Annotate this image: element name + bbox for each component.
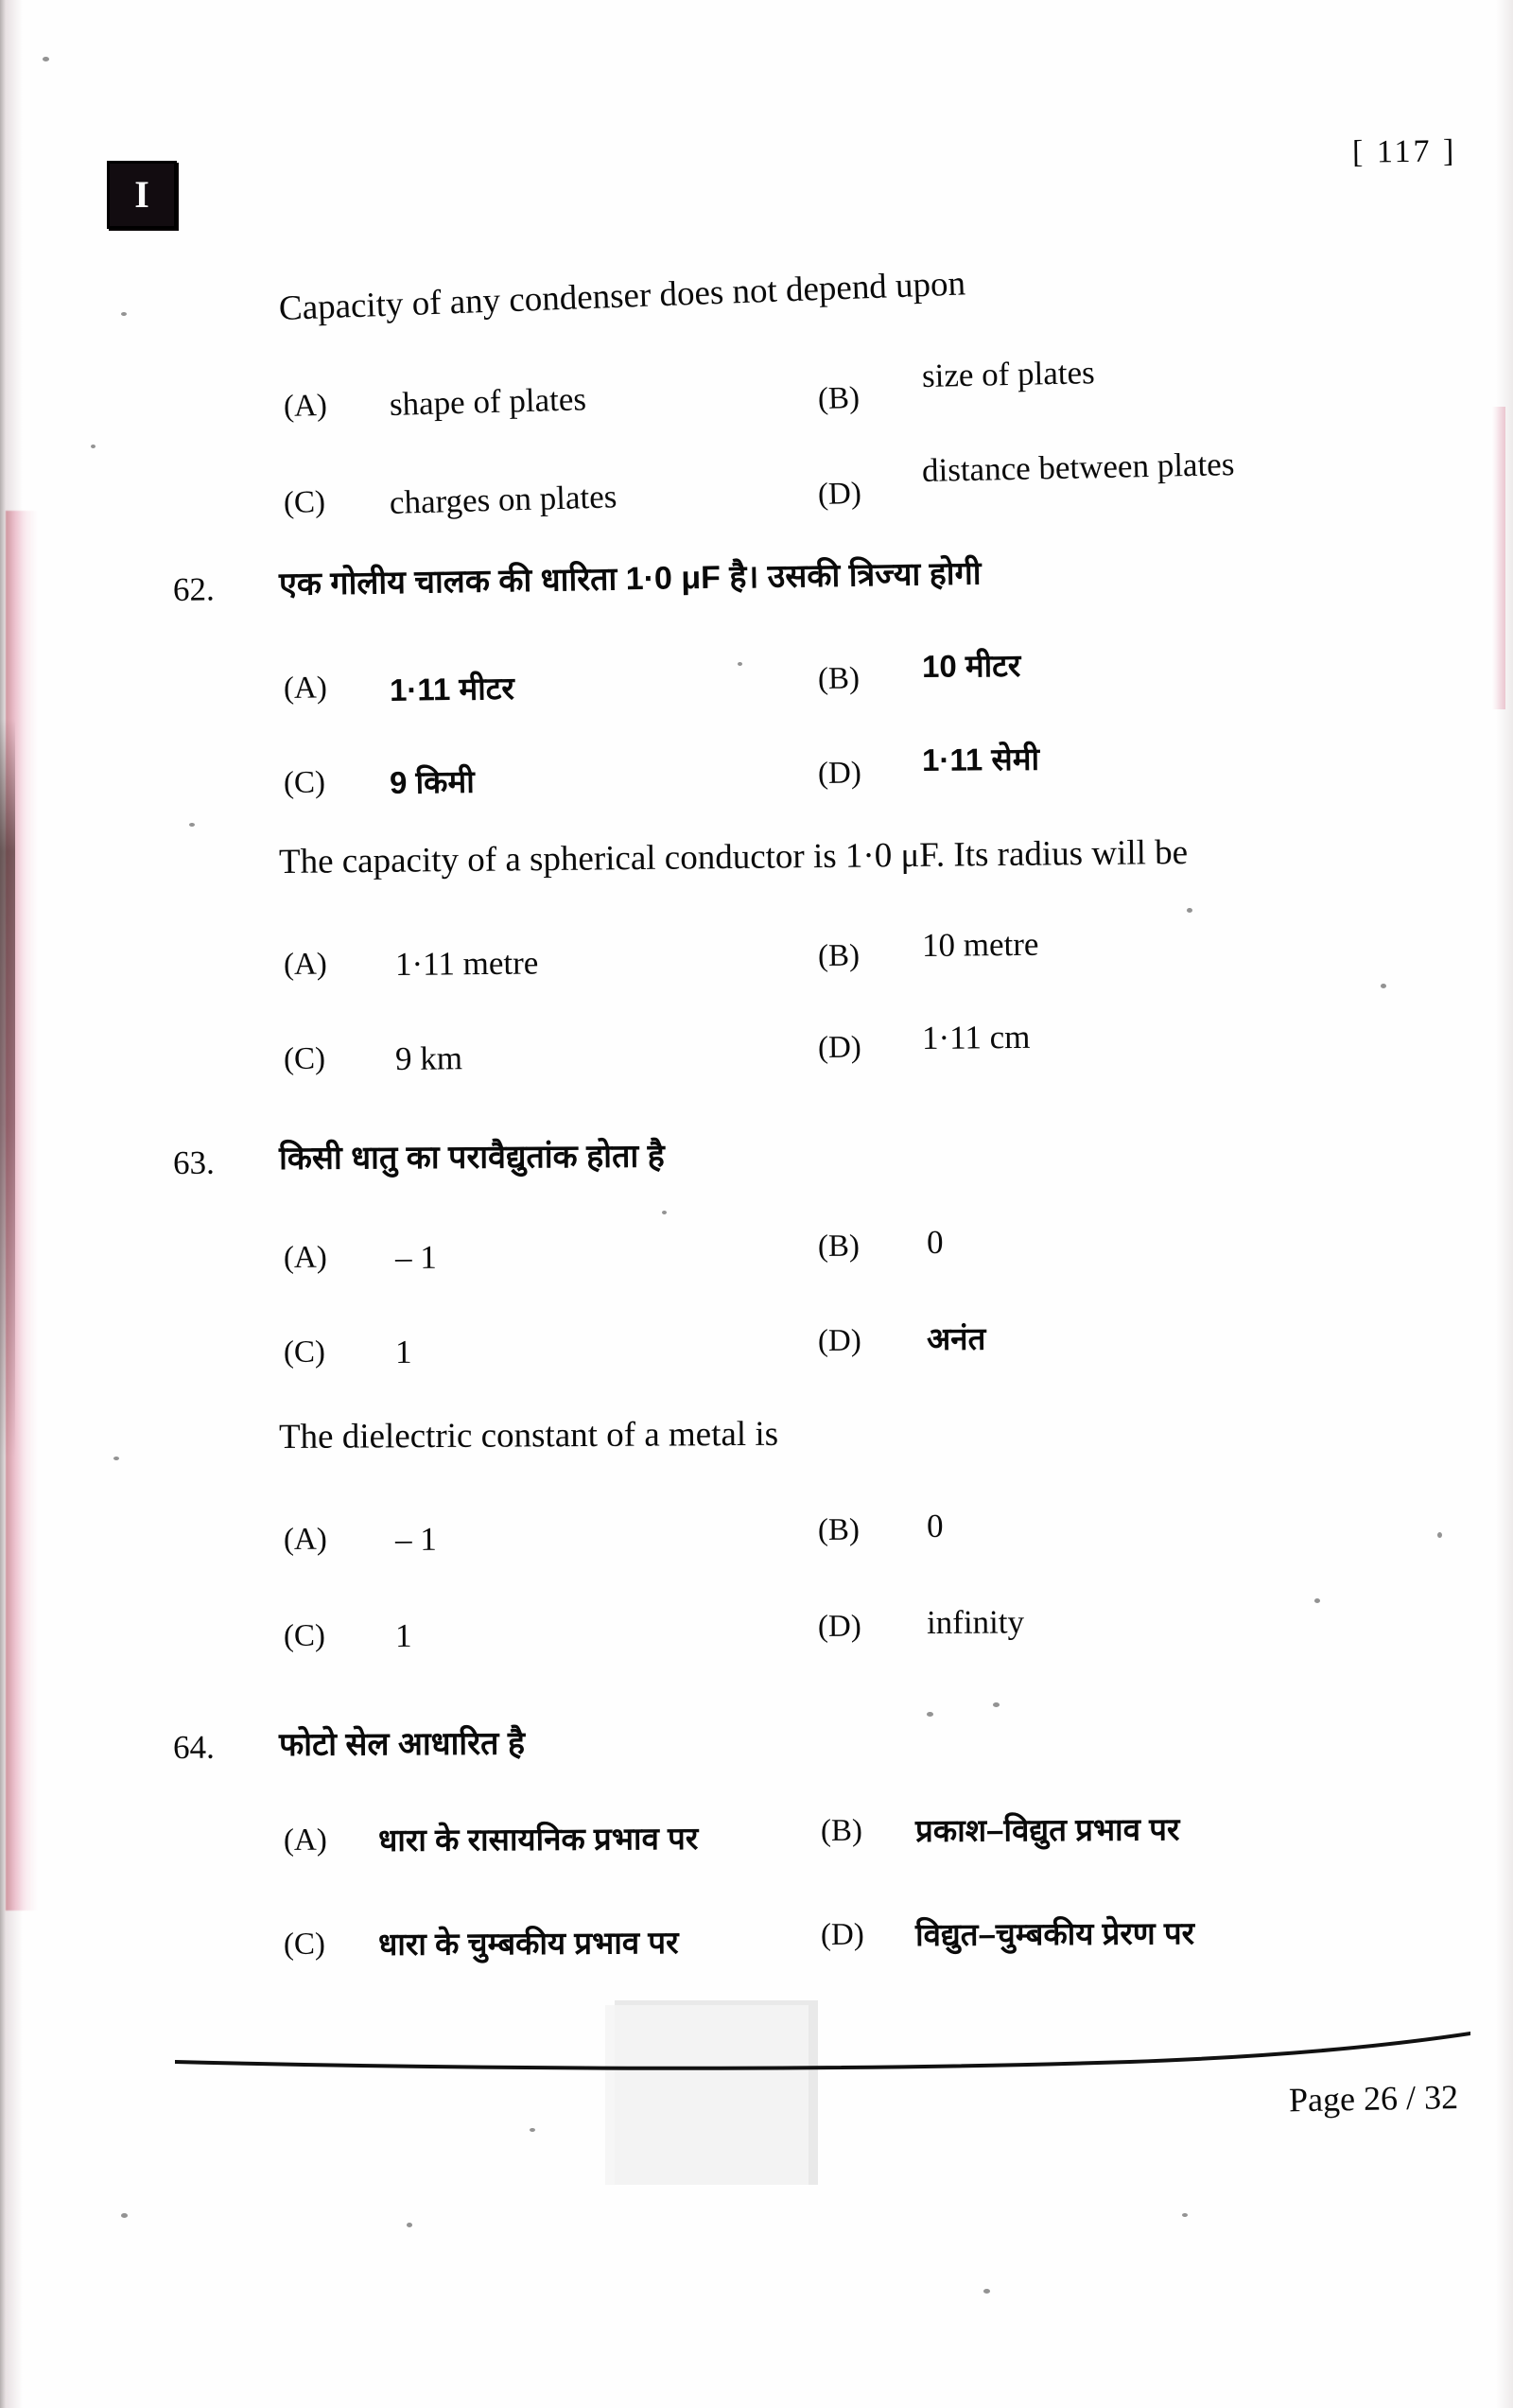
- question-3-option-d-label-hi: (D): [820, 1917, 864, 1952]
- question-0-stem-en: Capacity of any condenser does not depend upon: [278, 264, 966, 328]
- scan-speck: [530, 2128, 535, 2132]
- question-2-option-a-label-hi: (A): [283, 1240, 327, 1275]
- question-2-option-a-text-en: – 1: [394, 1520, 437, 1558]
- question-0-option-d-label: (D): [817, 476, 862, 512]
- question-0-option-a-text: shape of plates: [389, 380, 587, 423]
- question-0-option-c-text: charges on plates: [389, 478, 617, 521]
- question-2-option-c-text-en: 1: [394, 1616, 412, 1654]
- stamp-glyph: I: [134, 173, 149, 216]
- question-2-option-a-text-hi: – 1: [394, 1238, 437, 1276]
- question-2-number: 63.: [172, 1143, 215, 1181]
- booklet-code: [ 117 ]: [1351, 133, 1457, 170]
- question-3-option-a-label-hi: (A): [283, 1823, 327, 1858]
- question-1-stem-en: The capacity of a spherical conductor is 1·0 μF. Its radius will be: [278, 832, 1189, 881]
- question-1-option-b-text-en: 10 metre: [921, 925, 1039, 964]
- scan-speck: [113, 1457, 119, 1460]
- scan-speck: [927, 1712, 933, 1717]
- scan-speck: [407, 2223, 412, 2227]
- scan-speck: [993, 1702, 1000, 1707]
- question-2-option-d-label-en: (D): [817, 1609, 861, 1644]
- question-3-option-a-text-hi: धारा के रासायनिक प्रभाव पर: [377, 1820, 699, 1858]
- question-2-option-b-label-hi: (B): [817, 1229, 861, 1264]
- question-0-option-b-text: size of plates: [921, 354, 1096, 394]
- scan-right-edge-artifact: [1494, 0, 1513, 2408]
- question-2-option-c-text-hi: 1: [394, 1333, 412, 1370]
- scan-speck: [121, 312, 127, 316]
- scan-dark-binding-artifact: [0, 719, 15, 1457]
- question-1-stem-hi: एक गोलीय चालक की धारिता 1·0 μF है। उसकी त्रिज्या होगी: [278, 555, 982, 602]
- question-3-option-c-label-hi: (C): [283, 1927, 326, 1962]
- scan-speck: [1437, 1532, 1442, 1538]
- question-0-option-d-text: distance between plates: [921, 445, 1235, 489]
- scan-smudge: [615, 2000, 818, 2185]
- question-2-option-d-text-en: infinity: [926, 1603, 1025, 1641]
- scan-speck: [121, 2213, 128, 2218]
- question-1-option-b-text-hi: 10 मीटर: [921, 647, 1021, 684]
- question-2-option-c-label-hi: (C): [283, 1335, 326, 1370]
- question-1-option-d-label-en: (D): [817, 1030, 861, 1065]
- page-number-label: Page 26 / 32: [1288, 2078, 1459, 2120]
- scan-speck: [1182, 2213, 1188, 2217]
- scan-speck: [189, 823, 195, 827]
- question-2-option-b-text-hi: 0: [926, 1223, 944, 1261]
- question-1-option-c-text-en: 9 km: [394, 1039, 463, 1077]
- question-1-option-c-text-hi: 9 किमी: [389, 763, 475, 800]
- question-1-option-d-text-hi: 1·11 सेमी: [921, 741, 1040, 777]
- scan-speck: [662, 1211, 667, 1214]
- question-3-option-c-text-hi: धारा के चुम्बकीय प्रभाव पर: [377, 1925, 679, 1962]
- scan-speck: [1314, 1598, 1320, 1603]
- question-2-option-b-text-en: 0: [926, 1507, 944, 1544]
- question-3-option-b-text-hi: प्रकाश–विद्युत प्रभाव पर: [914, 1811, 1180, 1848]
- question-2-option-a-label-en: (A): [283, 1522, 327, 1557]
- question-0-option-c-label: (C): [283, 484, 326, 520]
- question-0-option-a-label: (A): [283, 388, 328, 424]
- question-0-option-b-label: (B): [817, 380, 861, 416]
- question-1-option-b-label-hi: (B): [817, 661, 861, 696]
- scan-speck: [91, 445, 96, 448]
- scan-right-pink-artifact: [1492, 407, 1505, 709]
- question-1-option-c-label-hi: (C): [283, 765, 326, 800]
- question-1-option-d-text-en: 1·11 cm: [921, 1018, 1031, 1056]
- scan-speck: [738, 662, 742, 666]
- question-2-option-d-text-hi: अनंत: [926, 1320, 986, 1356]
- question-2-option-b-label-en: (B): [817, 1512, 861, 1547]
- scan-left-edge-artifact: [0, 0, 25, 2408]
- question-1-option-c-label-en: (C): [283, 1041, 326, 1076]
- scan-speck: [1187, 908, 1192, 913]
- question-1-option-a-text-hi: 1·11 मीटर: [389, 670, 515, 707]
- scan-speck: [43, 57, 49, 61]
- question-1-option-a-label-en: (A): [283, 947, 327, 982]
- question-1-option-b-label-en: (B): [817, 938, 861, 973]
- question-3-number: 64.: [172, 1728, 215, 1766]
- question-3-option-d-text-hi: विद्युत–चुम्बकीय प्रेरण पर: [914, 1915, 1195, 1952]
- question-1-option-a-label-hi: (A): [283, 671, 328, 706]
- question-2-stem-en: The dielectric constant of a metal is: [278, 1414, 779, 1457]
- question-2-option-d-label-hi: (D): [817, 1323, 861, 1358]
- footer-divider: [175, 2030, 1470, 2073]
- question-1-option-a-text-en: 1·11 metre: [394, 944, 539, 983]
- scan-speck: [983, 2289, 990, 2294]
- question-3-stem-hi: फोटो सेल आधारित है: [278, 1725, 526, 1763]
- question-1-number: 62.: [172, 570, 216, 608]
- question-2-option-c-label-en: (C): [283, 1618, 326, 1653]
- question-3-option-b-label-hi: (B): [820, 1813, 863, 1848]
- scan-pink-binding-artifact: [6, 511, 38, 1911]
- question-2-stem-hi: किसी धातु का परावैद्युतांक होता है: [278, 1138, 665, 1177]
- question-1-option-d-label-hi: (D): [817, 756, 862, 791]
- scan-speck: [1381, 984, 1386, 988]
- booklet-stamp: [107, 161, 177, 229]
